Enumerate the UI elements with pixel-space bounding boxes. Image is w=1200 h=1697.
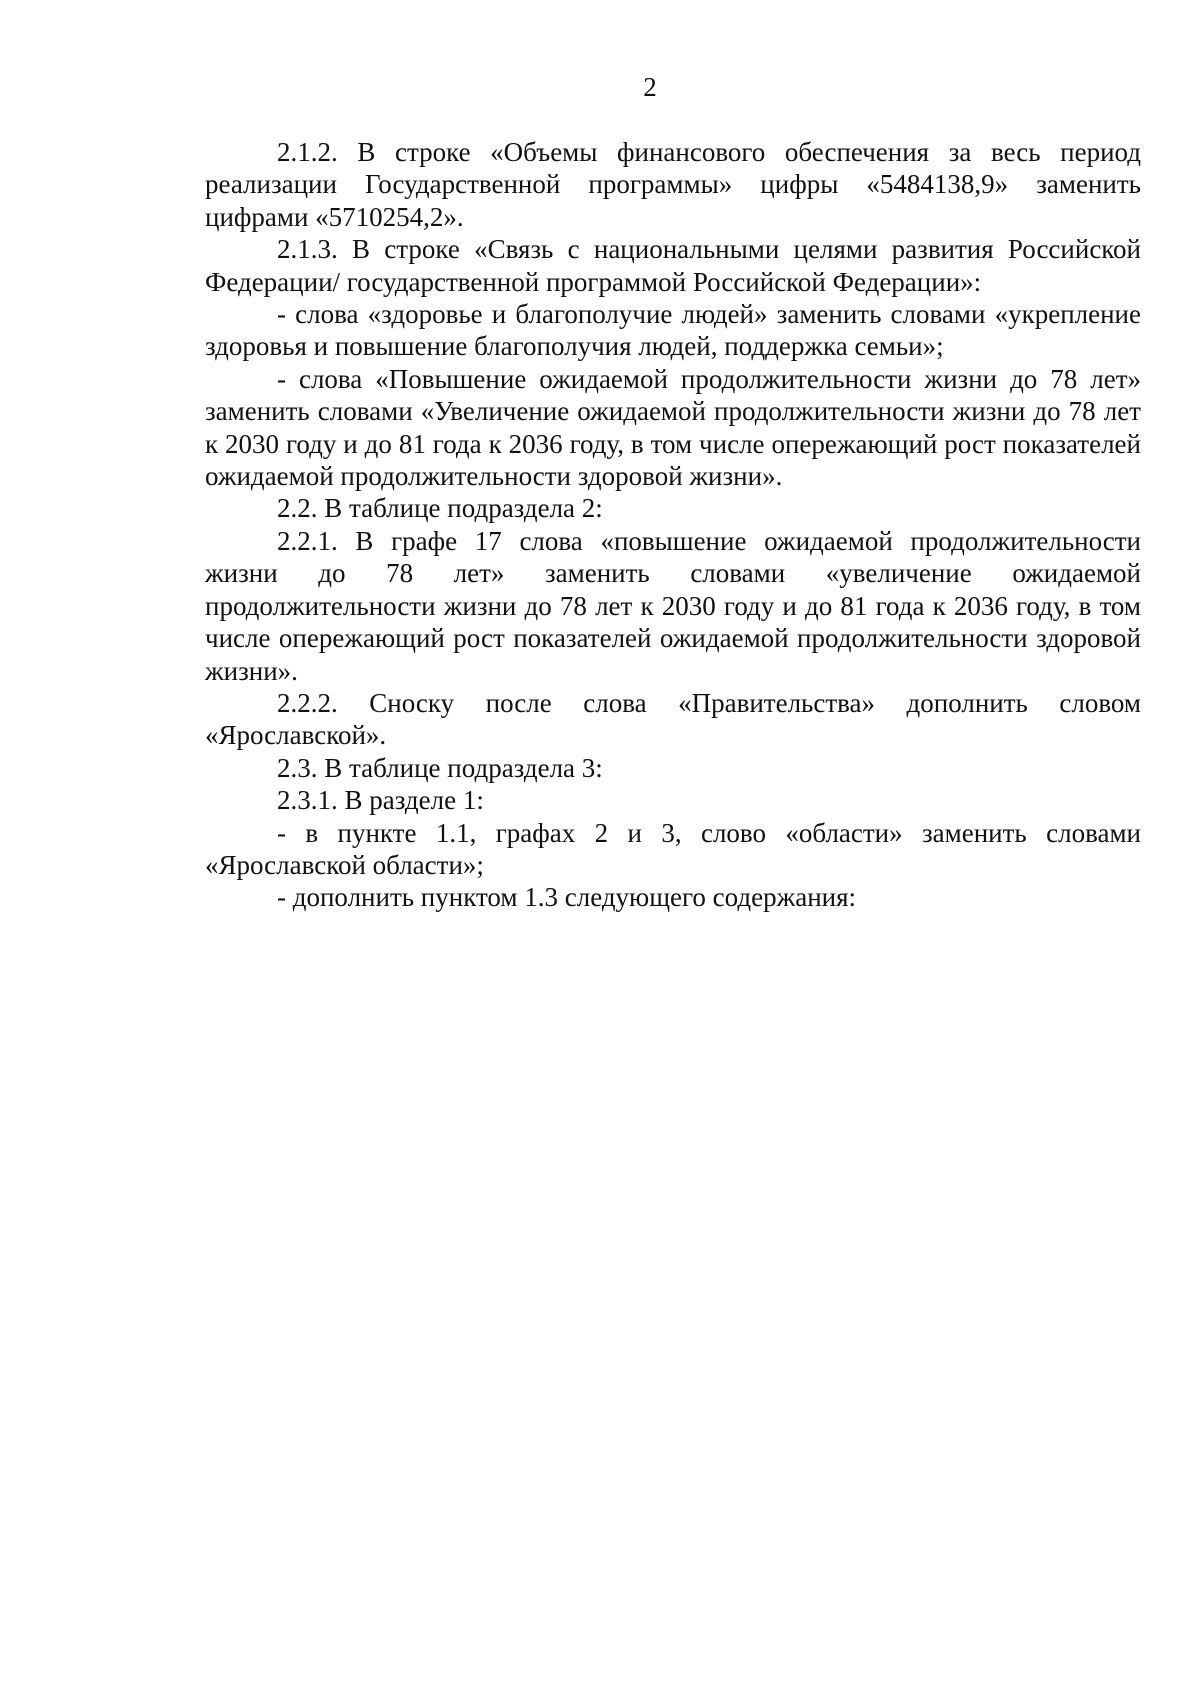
paragraph-2-2-2: 2.2.2. Сноску после слова «Правительства» дополнить словом «Ярославской». bbox=[205, 687, 1141, 751]
paragraph-2-1-2: 2.1.2. В строке «Объемы финансового обеспечения за весь период реализации Государственной программы» цифры «5484138,9» заменить цифрами «5710254,2». bbox=[205, 137, 1141, 232]
document-body bbox=[205, 136, 1141, 914]
paragraph-2-3-1: 2.3.1. В разделе 1: bbox=[277, 785, 484, 816]
paragraph-2-3: 2.3. В таблице подраздела 3: bbox=[277, 752, 603, 783]
paragraph-2-1-3: 2.1.3. В строке «Связь с национальными целями развития Российской Федерации/ государственной программой Российской Федерации»: bbox=[205, 234, 1141, 297]
paragraph-2-2-1: 2.2.1. В графе 17 слова «повышение ожидаемой продолжительности жизни до 78 лет» заменить словами «увеличение ожидаемой продолжительности жизни до 78 лет к 2030 году и до 81 года к 2036 году, в том числе опережающий рост показателей ожидаемой продолжительности здоровой жизни». bbox=[205, 525, 1141, 686]
paragraph-2-3-1-item-2: - дополнить пунктом 1.3 следующего содержания: bbox=[277, 882, 857, 913]
paragraph-2-1-3-item-2: - слова «Повышение ожидаемой продолжительности жизни до 78 лет» заменить словами «Увеличение ожидаемой продолжительности жизни до 78 лет к 2030 году и до 81 года к 2036 году, в том числе опережающий рост показателей ожидаемой продолжительности здоровой жизни». bbox=[205, 363, 1141, 492]
paragraph-2-2: 2.2. В таблице подраздела 2: bbox=[277, 493, 603, 524]
page-number: 2 bbox=[643, 72, 657, 102]
paragraph-2-3-1-item-1: - в пункте 1.1, графах 2 и 3, слово «области» заменить словами «Ярославской области»; bbox=[205, 817, 1141, 880]
paragraph-2-1-3-item-1: - слова «здоровье и благополучие людей» заменить словами «укрепление здоровья и повышение благополучия людей, поддержка семьи»; bbox=[205, 299, 1141, 362]
